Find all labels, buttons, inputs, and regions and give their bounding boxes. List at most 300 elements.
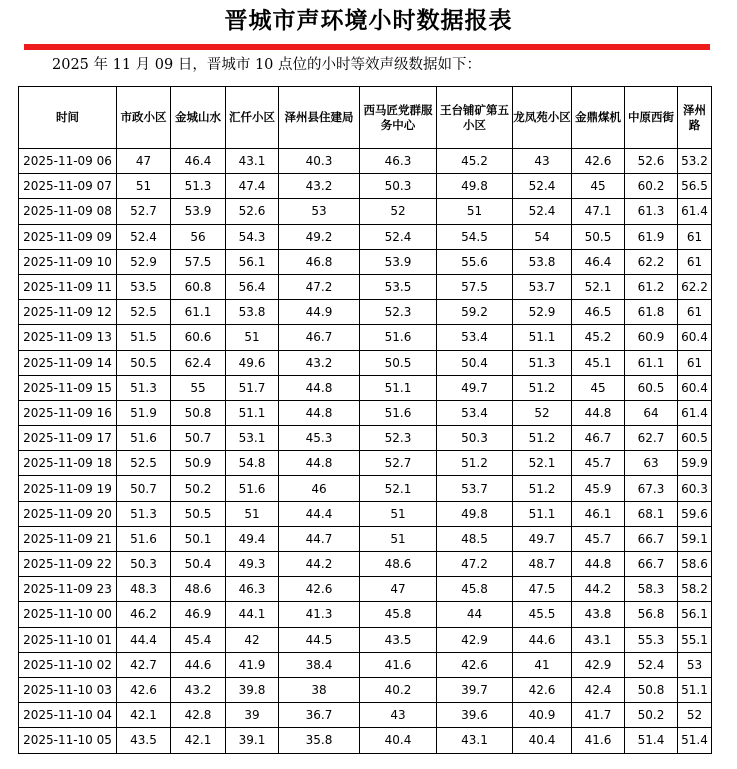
value-cell: 51 — [226, 325, 279, 350]
value-cell: 44.4 — [117, 627, 171, 652]
value-cell: 48.6 — [171, 577, 226, 602]
value-cell: 55 — [171, 375, 226, 400]
value-cell: 43.5 — [360, 627, 437, 652]
table-row — [19, 627, 712, 652]
value-cell: 47.4 — [226, 174, 279, 199]
value-cell: 42.4 — [572, 677, 625, 702]
value-cell: 44 — [437, 602, 513, 627]
value-cell: 45.2 — [437, 149, 513, 174]
value-cell: 42.9 — [437, 627, 513, 652]
value-cell: 53.2 — [678, 149, 712, 174]
value-cell: 50.2 — [171, 476, 226, 501]
value-cell: 47 — [360, 577, 437, 602]
table-row — [19, 602, 712, 627]
value-cell: 61.2 — [625, 274, 678, 299]
table-row — [19, 501, 712, 526]
table-row — [19, 451, 712, 476]
value-cell: 53.7 — [513, 274, 572, 299]
value-cell: 61 — [678, 350, 712, 375]
value-cell: 46.4 — [171, 149, 226, 174]
value-cell: 53.5 — [360, 274, 437, 299]
value-cell: 64 — [625, 400, 678, 425]
time-cell: 2025-11-10 03 — [19, 677, 117, 702]
value-cell: 43.2 — [279, 174, 360, 199]
value-cell: 45.5 — [513, 602, 572, 627]
value-cell: 51.2 — [513, 426, 572, 451]
value-cell: 45.8 — [360, 602, 437, 627]
value-cell: 51.1 — [513, 501, 572, 526]
value-cell: 44.8 — [572, 552, 625, 577]
value-cell: 35.8 — [279, 728, 360, 753]
value-cell: 51.2 — [437, 451, 513, 476]
value-cell: 60.3 — [678, 476, 712, 501]
time-cell: 2025-11-09 11 — [19, 274, 117, 299]
value-cell: 45.8 — [437, 577, 513, 602]
value-cell: 50.8 — [171, 400, 226, 425]
time-cell: 2025-11-10 00 — [19, 602, 117, 627]
value-cell: 44.1 — [226, 602, 279, 627]
value-cell: 52.1 — [572, 274, 625, 299]
value-cell: 60.4 — [678, 375, 712, 400]
value-cell: 50.3 — [117, 552, 171, 577]
value-cell: 43.1 — [437, 728, 513, 753]
value-cell: 45 — [572, 375, 625, 400]
value-cell: 58.6 — [678, 552, 712, 577]
value-cell: 45.3 — [279, 426, 360, 451]
time-cell: 2025-11-09 10 — [19, 249, 117, 274]
value-cell: 47.1 — [572, 199, 625, 224]
value-cell: 51.9 — [117, 400, 171, 425]
value-cell: 52 — [513, 400, 572, 425]
time-cell: 2025-11-09 20 — [19, 501, 117, 526]
value-cell: 52.5 — [117, 300, 171, 325]
value-cell: 52.1 — [513, 451, 572, 476]
value-cell: 49.8 — [437, 174, 513, 199]
value-cell: 45.7 — [572, 526, 625, 551]
value-cell: 53.7 — [437, 476, 513, 501]
time-cell: 2025-11-09 18 — [19, 451, 117, 476]
value-cell: 42 — [226, 627, 279, 652]
value-cell: 61.1 — [171, 300, 226, 325]
value-cell: 44.2 — [572, 577, 625, 602]
value-cell: 60.2 — [625, 174, 678, 199]
value-cell: 40.2 — [360, 677, 437, 702]
value-cell: 61 — [678, 224, 712, 249]
column-header: 时间 — [19, 87, 117, 149]
value-cell: 51 — [360, 526, 437, 551]
value-cell: 60.6 — [171, 325, 226, 350]
value-cell: 46.1 — [572, 501, 625, 526]
table-header — [19, 87, 712, 149]
value-cell: 61.9 — [625, 224, 678, 249]
value-cell: 51.3 — [171, 174, 226, 199]
value-cell: 56.1 — [678, 602, 712, 627]
value-cell: 43.1 — [226, 149, 279, 174]
value-cell: 42.7 — [117, 652, 171, 677]
value-cell: 52.4 — [117, 224, 171, 249]
value-cell: 49.2 — [279, 224, 360, 249]
value-cell: 42.6 — [572, 149, 625, 174]
value-cell: 42.6 — [437, 652, 513, 677]
value-cell: 50.7 — [117, 476, 171, 501]
value-cell: 62.2 — [678, 274, 712, 299]
value-cell: 46.2 — [117, 602, 171, 627]
time-cell: 2025-11-10 01 — [19, 627, 117, 652]
value-cell: 45.1 — [572, 350, 625, 375]
page-title: 晋城市声环境小时数据报表 — [224, 7, 513, 34]
value-cell: 46.8 — [279, 249, 360, 274]
noise-data-table — [18, 86, 712, 754]
value-cell: 47 — [117, 149, 171, 174]
value-cell: 52 — [678, 703, 712, 728]
value-cell: 41 — [513, 652, 572, 677]
value-cell: 61.3 — [625, 199, 678, 224]
value-cell: 61.1 — [625, 350, 678, 375]
value-cell: 47.5 — [513, 577, 572, 602]
value-cell: 50.3 — [360, 174, 437, 199]
time-cell: 2025-11-09 17 — [19, 426, 117, 451]
value-cell: 51.2 — [513, 375, 572, 400]
value-cell: 52.4 — [625, 652, 678, 677]
table-row — [19, 325, 712, 350]
time-cell: 2025-11-09 12 — [19, 300, 117, 325]
value-cell: 60.5 — [625, 375, 678, 400]
value-cell: 53.1 — [226, 426, 279, 451]
value-cell: 44.8 — [572, 400, 625, 425]
value-cell: 43.8 — [572, 602, 625, 627]
value-cell: 50.9 — [171, 451, 226, 476]
value-cell: 51.4 — [678, 728, 712, 753]
value-cell: 51 — [360, 501, 437, 526]
value-cell: 51.5 — [117, 325, 171, 350]
value-cell: 44.6 — [513, 627, 572, 652]
value-cell: 36.7 — [279, 703, 360, 728]
value-cell: 66.7 — [625, 526, 678, 551]
table-row — [19, 526, 712, 551]
value-cell: 40.3 — [279, 149, 360, 174]
column-header: 市政小区 — [117, 87, 171, 149]
value-cell: 48.7 — [513, 552, 572, 577]
value-cell: 52.6 — [625, 149, 678, 174]
value-cell: 41.7 — [572, 703, 625, 728]
value-cell: 52.7 — [360, 451, 437, 476]
value-cell: 44.7 — [279, 526, 360, 551]
value-cell: 52.4 — [513, 174, 572, 199]
value-cell: 45.2 — [572, 325, 625, 350]
value-cell: 60.9 — [625, 325, 678, 350]
value-cell: 55.3 — [625, 627, 678, 652]
value-cell: 43 — [360, 703, 437, 728]
value-cell: 42.6 — [279, 577, 360, 602]
value-cell: 62.7 — [625, 426, 678, 451]
value-cell: 48.5 — [437, 526, 513, 551]
value-cell: 50.1 — [171, 526, 226, 551]
value-cell: 50.7 — [171, 426, 226, 451]
time-cell: 2025-11-10 04 — [19, 703, 117, 728]
value-cell: 62.4 — [171, 350, 226, 375]
value-cell: 47.2 — [279, 274, 360, 299]
value-cell: 51.1 — [360, 375, 437, 400]
table-row — [19, 375, 712, 400]
time-cell: 2025-11-09 09 — [19, 224, 117, 249]
value-cell: 41.6 — [572, 728, 625, 753]
value-cell: 51.6 — [360, 325, 437, 350]
time-cell: 2025-11-10 02 — [19, 652, 117, 677]
value-cell: 49.8 — [437, 501, 513, 526]
value-cell: 43.2 — [171, 677, 226, 702]
value-cell: 52.7 — [117, 199, 171, 224]
value-cell: 51 — [437, 199, 513, 224]
value-cell: 42.6 — [513, 677, 572, 702]
table-row — [19, 350, 712, 375]
value-cell: 48.6 — [360, 552, 437, 577]
table-row — [19, 426, 712, 451]
value-cell: 42.1 — [117, 703, 171, 728]
value-cell: 49.4 — [226, 526, 279, 551]
value-cell: 46.3 — [226, 577, 279, 602]
value-cell: 61 — [678, 249, 712, 274]
table-row — [19, 577, 712, 602]
table-row — [19, 199, 712, 224]
value-cell: 39.1 — [226, 728, 279, 753]
value-cell: 68.1 — [625, 501, 678, 526]
value-cell: 45.9 — [572, 476, 625, 501]
table-row — [19, 652, 712, 677]
value-cell: 50.5 — [117, 350, 171, 375]
value-cell: 52.6 — [226, 199, 279, 224]
value-cell: 52.4 — [360, 224, 437, 249]
value-cell: 46.7 — [572, 426, 625, 451]
value-cell: 51.1 — [513, 325, 572, 350]
value-cell: 51.3 — [513, 350, 572, 375]
value-cell: 48.3 — [117, 577, 171, 602]
column-header: 汇仟小区 — [226, 87, 279, 149]
value-cell: 49.7 — [437, 375, 513, 400]
value-cell: 52.3 — [360, 300, 437, 325]
value-cell: 41.6 — [360, 652, 437, 677]
time-cell: 2025-11-09 06 — [19, 149, 117, 174]
value-cell: 50.2 — [625, 703, 678, 728]
value-cell: 55.6 — [437, 249, 513, 274]
column-header: 金鼎煤机 — [572, 87, 625, 149]
table-row — [19, 274, 712, 299]
value-cell: 51.6 — [360, 400, 437, 425]
value-cell: 53.9 — [171, 199, 226, 224]
value-cell: 59.9 — [678, 451, 712, 476]
value-cell: 45.4 — [171, 627, 226, 652]
value-cell: 62.2 — [625, 249, 678, 274]
value-cell: 43 — [513, 149, 572, 174]
time-cell: 2025-11-09 19 — [19, 476, 117, 501]
time-cell: 2025-11-09 23 — [19, 577, 117, 602]
report-subtitle: 2025 年 11 月 09 日，晋城市 10 点位的小时等效声级数据如下： — [52, 57, 482, 73]
column-header: 中原西街 — [625, 87, 678, 149]
value-cell: 67.3 — [625, 476, 678, 501]
value-cell: 60.8 — [171, 274, 226, 299]
table-row — [19, 677, 712, 702]
value-cell: 52.1 — [360, 476, 437, 501]
value-cell: 46.4 — [572, 249, 625, 274]
table-row — [19, 476, 712, 501]
title-divider — [24, 44, 710, 50]
value-cell: 45.7 — [572, 451, 625, 476]
value-cell: 43.1 — [572, 627, 625, 652]
value-cell: 52 — [360, 199, 437, 224]
value-cell: 49.7 — [513, 526, 572, 551]
value-cell: 58.2 — [678, 577, 712, 602]
value-cell: 51 — [226, 501, 279, 526]
time-cell: 2025-11-09 21 — [19, 526, 117, 551]
value-cell: 40.4 — [513, 728, 572, 753]
value-cell: 60.5 — [678, 426, 712, 451]
value-cell: 44.2 — [279, 552, 360, 577]
value-cell: 42.8 — [171, 703, 226, 728]
value-cell: 46.9 — [171, 602, 226, 627]
column-header: 泽州县住建局 — [279, 87, 360, 149]
value-cell: 51.2 — [513, 476, 572, 501]
value-cell: 39.7 — [437, 677, 513, 702]
time-cell: 2025-11-10 05 — [19, 728, 117, 753]
time-cell: 2025-11-09 22 — [19, 552, 117, 577]
value-cell: 53.4 — [437, 400, 513, 425]
value-cell: 55.1 — [678, 627, 712, 652]
value-cell: 59.6 — [678, 501, 712, 526]
header-row — [19, 87, 712, 149]
time-cell: 2025-11-09 15 — [19, 375, 117, 400]
value-cell: 42.1 — [171, 728, 226, 753]
value-cell: 56.8 — [625, 602, 678, 627]
value-cell: 57.5 — [437, 274, 513, 299]
value-cell: 50.5 — [360, 350, 437, 375]
value-cell: 50.5 — [171, 501, 226, 526]
value-cell: 54.3 — [226, 224, 279, 249]
column-header: 金城山水 — [171, 87, 226, 149]
column-header: 西马匠党群服务中心 — [360, 87, 437, 149]
table-row — [19, 224, 712, 249]
value-cell: 50.4 — [171, 552, 226, 577]
value-cell: 46.7 — [279, 325, 360, 350]
value-cell: 56 — [171, 224, 226, 249]
value-cell: 53.5 — [117, 274, 171, 299]
value-cell: 53.9 — [360, 249, 437, 274]
value-cell: 44.5 — [279, 627, 360, 652]
time-cell: 2025-11-09 16 — [19, 400, 117, 425]
value-cell: 51.6 — [117, 526, 171, 551]
value-cell: 52.4 — [513, 199, 572, 224]
value-cell: 58.3 — [625, 577, 678, 602]
value-cell: 43.5 — [117, 728, 171, 753]
value-cell: 51.1 — [678, 677, 712, 702]
value-cell: 49.3 — [226, 552, 279, 577]
value-cell: 57.5 — [171, 249, 226, 274]
value-cell: 41.3 — [279, 602, 360, 627]
table-row — [19, 249, 712, 274]
value-cell: 61.4 — [678, 199, 712, 224]
table-row — [19, 400, 712, 425]
value-cell: 51.3 — [117, 375, 171, 400]
value-cell: 40.4 — [360, 728, 437, 753]
time-cell: 2025-11-09 08 — [19, 199, 117, 224]
value-cell: 61.4 — [678, 400, 712, 425]
value-cell: 52.9 — [513, 300, 572, 325]
value-cell: 42.9 — [572, 652, 625, 677]
value-cell: 44.8 — [279, 400, 360, 425]
value-cell: 51.6 — [117, 426, 171, 451]
value-cell: 49.6 — [226, 350, 279, 375]
value-cell: 56.4 — [226, 274, 279, 299]
value-cell: 56.5 — [678, 174, 712, 199]
value-cell: 51.3 — [117, 501, 171, 526]
time-cell: 2025-11-09 14 — [19, 350, 117, 375]
value-cell: 44.9 — [279, 300, 360, 325]
value-cell: 50.3 — [437, 426, 513, 451]
table-row — [19, 703, 712, 728]
value-cell: 44.8 — [279, 451, 360, 476]
value-cell: 44.8 — [279, 375, 360, 400]
value-cell: 44.6 — [171, 652, 226, 677]
column-header: 泽州路 — [678, 87, 712, 149]
value-cell: 47.2 — [437, 552, 513, 577]
value-cell: 51.7 — [226, 375, 279, 400]
value-cell: 54.5 — [437, 224, 513, 249]
value-cell: 50.8 — [625, 677, 678, 702]
column-header: 王台铺矿第五小区 — [437, 87, 513, 149]
value-cell: 38.4 — [279, 652, 360, 677]
table-body — [19, 149, 712, 754]
value-cell: 54.8 — [226, 451, 279, 476]
value-cell: 53.8 — [226, 300, 279, 325]
value-cell: 51.1 — [226, 400, 279, 425]
value-cell: 51.4 — [625, 728, 678, 753]
value-cell: 61 — [678, 300, 712, 325]
value-cell: 56.1 — [226, 249, 279, 274]
value-cell: 54 — [513, 224, 572, 249]
value-cell: 46.5 — [572, 300, 625, 325]
value-cell: 40.9 — [513, 703, 572, 728]
value-cell: 53 — [678, 652, 712, 677]
value-cell: 50.5 — [572, 224, 625, 249]
value-cell: 59.2 — [437, 300, 513, 325]
column-header: 龙凤苑小区 — [513, 87, 572, 149]
value-cell: 38 — [279, 677, 360, 702]
value-cell: 59.1 — [678, 526, 712, 551]
value-cell: 53.8 — [513, 249, 572, 274]
table-row — [19, 149, 712, 174]
value-cell: 42.6 — [117, 677, 171, 702]
value-cell: 60.4 — [678, 325, 712, 350]
value-cell: 39.6 — [437, 703, 513, 728]
value-cell: 51.6 — [226, 476, 279, 501]
table-row — [19, 552, 712, 577]
time-cell: 2025-11-09 07 — [19, 174, 117, 199]
value-cell: 43.2 — [279, 350, 360, 375]
value-cell: 53 — [279, 199, 360, 224]
value-cell: 52.3 — [360, 426, 437, 451]
table-row — [19, 300, 712, 325]
value-cell: 39 — [226, 703, 279, 728]
table-row — [19, 728, 712, 753]
value-cell: 50.4 — [437, 350, 513, 375]
value-cell: 52.5 — [117, 451, 171, 476]
value-cell: 39.8 — [226, 677, 279, 702]
value-cell: 44.4 — [279, 501, 360, 526]
value-cell: 63 — [625, 451, 678, 476]
value-cell: 45 — [572, 174, 625, 199]
table-row — [19, 174, 712, 199]
value-cell: 46 — [279, 476, 360, 501]
value-cell: 51 — [117, 174, 171, 199]
value-cell: 46.3 — [360, 149, 437, 174]
